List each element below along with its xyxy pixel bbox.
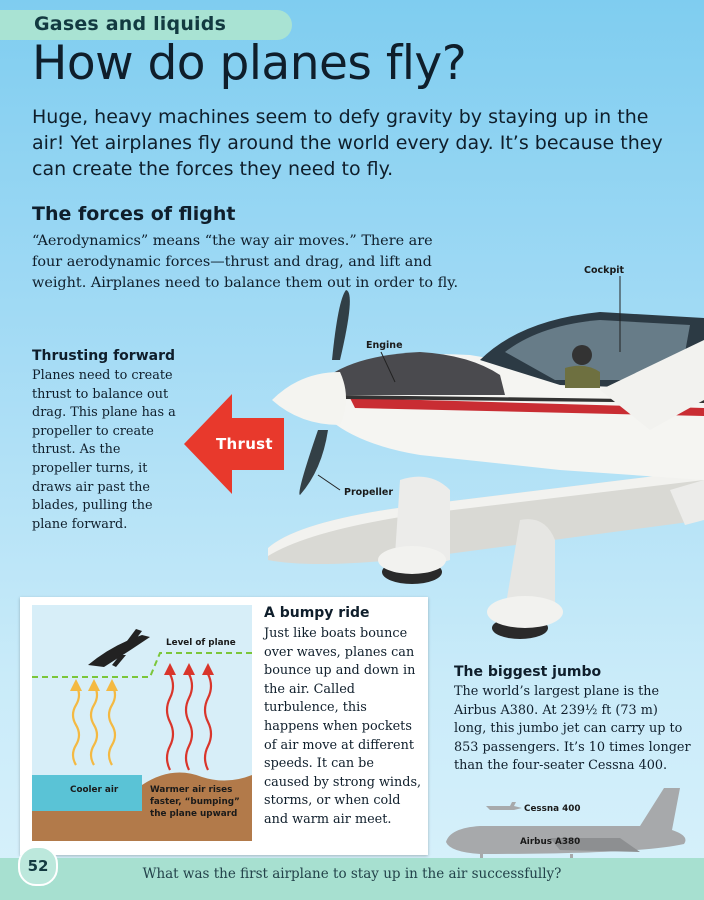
level-label: Level of plane xyxy=(166,638,236,648)
propeller-label: Propeller xyxy=(344,487,394,498)
bumpy-text: Just like boats bounce over waves, planes can bounce up and down in the air. Called turbulence, this happens when pockets of air move at different speeds. It can be caused by strong winds, storms, or when cold and warm air meet. xyxy=(264,626,422,827)
propeller-blade-bottom xyxy=(299,430,328,495)
thrusting-text: Planes need to create thrust to balance out drag. This plane has a propeller to create thrust. As the propeller turns, it draws air past the blades, pulling the plane forward. xyxy=(32,368,176,532)
cockpit-label: Cockpit xyxy=(584,265,625,276)
footer-question: What was the first airplane to stay up in the air successfully? xyxy=(142,866,562,882)
jumbo-text: The world’s largest plane is the Airbus A380. At 239½ ft (73 m) long, this jumbo jet can carry up to 853 passengers. It’s 10 times longer than the four-seater Cessna 400. xyxy=(454,684,691,774)
airbus-silhouette-icon xyxy=(440,782,704,866)
intro-text: Huge, heavy machines seem to defy gravity by staying up in the air! Yet airplanes fly around the world every day. It’s because they can create the forces they need to fly. xyxy=(32,106,663,180)
page-number: 52 xyxy=(18,846,58,886)
section-label: Gases and liquids xyxy=(34,13,227,35)
pilot-body xyxy=(565,366,600,388)
airbus-label: Airbus A380 xyxy=(520,837,581,847)
pilot-helmet xyxy=(572,345,592,365)
propeller-leader xyxy=(318,475,340,490)
forces-text: “Aerodynamics” means “the way air moves.” There are four aerodynamic forces—thrust and drag, and lift and weight. Airplanes need to balance them out in order to fly. xyxy=(32,233,459,291)
warmer-air-label: Warmer air rises faster, “bumping” the plane upward xyxy=(150,785,240,819)
bumpy-heading: A bumpy ride xyxy=(264,605,370,621)
thrusting-heading: Thrusting forward xyxy=(32,348,175,364)
page-title: How do planes fly? xyxy=(32,36,467,91)
front-wheel-fairing xyxy=(378,546,446,574)
cessna-silhouette-icon xyxy=(486,802,522,810)
forces-heading: The forces of flight xyxy=(32,203,236,225)
thrust-label: Thrust xyxy=(216,435,273,453)
cessna-label: Cessna 400 xyxy=(524,804,581,814)
propeller-blade-top xyxy=(332,290,350,360)
main-wheel-fairing xyxy=(487,596,563,628)
cooler-air-label: Cooler air xyxy=(70,785,119,795)
jumbo-heading: The biggest jumbo xyxy=(454,664,602,680)
engine-label: Engine xyxy=(366,340,403,351)
bumpy-ride-panel xyxy=(20,597,428,855)
